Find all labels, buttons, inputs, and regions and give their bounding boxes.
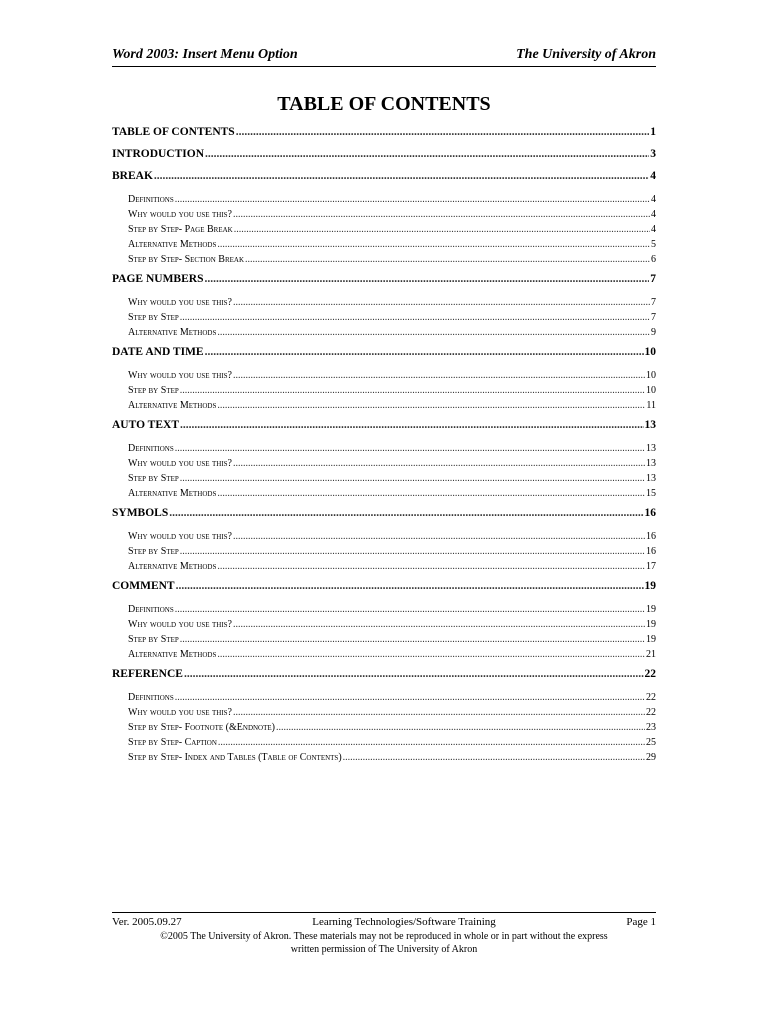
dot-leader (176, 578, 644, 594)
toc-entry-page: 4 (650, 170, 656, 182)
toc-subentry-label: Alternative Methods (128, 488, 217, 499)
toc-subentry[interactable] (112, 720, 656, 735)
dot-leader (169, 505, 643, 521)
toc-subentry[interactable] (112, 690, 656, 705)
toc-subentry-label: Why would you use this? (128, 297, 232, 308)
toc-heading: TABLE OF CONTENTS (277, 93, 491, 115)
dot-leader (217, 647, 645, 662)
toc-entry[interactable] (112, 417, 656, 439)
dot-leader (175, 192, 650, 207)
toc-subentry-label: Definitions (128, 692, 174, 703)
dot-leader (154, 168, 649, 184)
toc-entry[interactable] (112, 344, 656, 366)
toc-subentry-page: 4 (651, 194, 656, 205)
dot-leader (180, 471, 645, 486)
toc-subentry-label: Alternative Methods (128, 561, 217, 572)
dot-leader (180, 383, 645, 398)
toc-subentry-page: 19 (646, 634, 656, 645)
toc-subentry[interactable] (112, 529, 656, 544)
toc-subentry-page: 5 (651, 239, 656, 250)
toc-subentry-label: Step by Step- Page Break (128, 224, 233, 235)
toc-subentry-label: Why would you use this? (128, 707, 232, 718)
toc-subentry-label: Step by Step (128, 546, 179, 557)
toc-subentry[interactable] (112, 544, 656, 559)
toc-entry-page: 16 (644, 507, 656, 519)
toc-subentry-page: 10 (646, 385, 656, 396)
dot-leader (205, 146, 649, 162)
toc-subentry[interactable] (112, 207, 656, 222)
toc-subentry[interactable] (112, 617, 656, 632)
toc-subentry-page: 10 (646, 370, 656, 381)
toc-subentry[interactable] (112, 398, 656, 413)
toc-subentry-page: 11 (646, 400, 656, 411)
dot-leader (233, 705, 645, 720)
dot-leader (175, 441, 645, 456)
dot-leader (217, 486, 645, 501)
toc-subentry-label: Step by Step (128, 385, 179, 396)
copyright-line-1: ©2005 The University of Akron. These materials may not be reproduced in whole or in part without the express (160, 931, 608, 942)
footer-version: Ver. 2005.09.27 (112, 916, 182, 928)
toc-subentry[interactable] (112, 237, 656, 252)
footer-page-number: Page 1 (626, 916, 656, 928)
dot-leader (184, 666, 644, 682)
dot-leader (217, 237, 650, 252)
dot-leader (217, 398, 645, 413)
toc-subentry-page: 21 (646, 649, 656, 660)
toc-subentry-page: 19 (646, 604, 656, 615)
toc-subentry[interactable] (112, 750, 656, 765)
toc-subentry-page: 16 (646, 546, 656, 557)
toc-subentry[interactable] (112, 559, 656, 574)
toc-subentry-page: 13 (646, 458, 656, 469)
toc-subentry-label: Why would you use this? (128, 370, 232, 381)
toc-entry[interactable] (112, 146, 656, 168)
toc-subentry[interactable] (112, 325, 656, 340)
dot-leader (233, 456, 645, 471)
toc-subentry-label: Alternative Methods (128, 327, 217, 338)
copyright-line-2: written permission of The University of Akron (290, 944, 478, 955)
dot-leader (218, 735, 645, 750)
toc-entry-label: REFERENCE (112, 668, 183, 680)
toc-subentry-page: 9 (651, 327, 656, 338)
toc-subentry-label: Alternative Methods (128, 649, 217, 660)
dot-leader (180, 544, 645, 559)
toc-subentry-page: 4 (651, 209, 656, 220)
toc-subentry-label: Why would you use this? (128, 531, 232, 542)
dot-leader (175, 602, 645, 617)
footer-department: Learning Technologies/Software Training (312, 916, 496, 928)
dot-leader (204, 271, 649, 287)
toc-subentry-label: Why would you use this? (128, 458, 232, 469)
toc-subentry-page: 13 (646, 473, 656, 484)
dot-leader (180, 310, 650, 325)
toc-entry-label: AUTO TEXT (112, 419, 180, 431)
toc-subentry-page: 22 (646, 707, 656, 718)
toc-entry-page: 13 (644, 419, 656, 431)
toc-subentry[interactable] (112, 486, 656, 501)
toc-subentry-page: 22 (646, 692, 656, 703)
toc-subentry-page: 29 (646, 752, 656, 763)
toc-subentry-page: 7 (651, 297, 656, 308)
table-of-contents (112, 124, 656, 769)
dot-leader (236, 124, 650, 140)
dot-leader (180, 632, 645, 647)
page-header (112, 47, 656, 67)
toc-entry-page: 10 (644, 346, 656, 358)
toc-subentry[interactable] (112, 705, 656, 720)
toc-entry[interactable] (112, 168, 656, 190)
toc-entry-page: 7 (650, 273, 656, 285)
toc-subentry[interactable] (112, 222, 656, 237)
toc-entry-page: 19 (644, 580, 656, 592)
toc-subentry-page: 13 (646, 443, 656, 454)
toc-subentry-label: Step by Step- Index and Tables (Table of Contents) (128, 752, 342, 763)
toc-subentry-label: Step by Step- Footnote (&Endnote) (128, 722, 275, 733)
toc-subentry[interactable] (112, 383, 656, 398)
dot-leader (205, 344, 644, 360)
toc-subentry-page: 7 (651, 312, 656, 323)
toc-subentry[interactable] (112, 295, 656, 310)
toc-subentry-page: 16 (646, 531, 656, 542)
dot-leader (343, 750, 645, 765)
toc-subentry[interactable] (112, 310, 656, 325)
toc-subentry-page: 4 (651, 224, 656, 235)
toc-group-spacer (112, 765, 656, 769)
toc-subentry-page: 19 (646, 619, 656, 630)
toc-subentry[interactable] (112, 252, 656, 267)
page-footer (112, 912, 656, 956)
toc-subentry-label: Alternative Methods (128, 400, 217, 411)
toc-entry-page: 22 (644, 668, 656, 680)
toc-entry[interactable] (112, 666, 656, 688)
footer-copyright (112, 930, 656, 956)
toc-subentry[interactable] (112, 735, 656, 750)
toc-subentry[interactable] (112, 441, 656, 456)
toc-subentry[interactable] (112, 192, 656, 207)
dot-leader (233, 617, 645, 632)
toc-subentry-label: Alternative Methods (128, 239, 217, 250)
toc-entry[interactable] (112, 124, 656, 146)
dot-leader (175, 690, 645, 705)
toc-entry[interactable] (112, 578, 656, 600)
dot-leader (233, 207, 650, 222)
toc-subentry-label: Step by Step (128, 634, 179, 645)
toc-entry-label: BREAK (112, 170, 153, 182)
toc-subentry[interactable] (112, 647, 656, 662)
dot-leader (234, 222, 650, 237)
toc-subentry-label: Step by Step- Section Break (128, 254, 245, 265)
toc-entry-label: PAGE NUMBERS (112, 273, 204, 285)
toc-subentry-page: 15 (646, 488, 656, 499)
toc-subentry-label: Why would you use this? (128, 619, 232, 630)
dot-leader (233, 295, 650, 310)
dot-leader (233, 529, 645, 544)
dot-leader (180, 417, 643, 433)
toc-entry-label: INTRODUCTION (112, 148, 205, 160)
toc-entry[interactable] (112, 271, 656, 293)
toc-subentry-page: 6 (651, 254, 656, 265)
toc-subentry-label: Step by Step (128, 473, 179, 484)
toc-subentry[interactable] (112, 632, 656, 647)
toc-subentry-label: Step by Step (128, 312, 179, 323)
toc-subentry-label: Definitions (128, 443, 174, 454)
dot-leader (233, 368, 645, 383)
toc-entry-page: 1 (650, 126, 656, 138)
toc-entry-label: TABLE OF CONTENTS (112, 126, 235, 138)
toc-subentry[interactable] (112, 368, 656, 383)
toc-entry-label: DATE AND TIME (112, 346, 204, 358)
dot-leader (245, 252, 650, 267)
toc-entry-label: COMMENT (112, 580, 175, 592)
toc-subentry-label: Why would you use this? (128, 209, 232, 220)
dot-leader (217, 325, 650, 340)
toc-subentry[interactable] (112, 602, 656, 617)
dot-leader (217, 559, 645, 574)
toc-entry[interactable] (112, 505, 656, 527)
toc-subentry-page: 23 (646, 722, 656, 733)
toc-subentry-label: Definitions (128, 604, 174, 615)
toc-subentry-page: 25 (646, 737, 656, 748)
header-document-title: Word 2003: Insert Menu Option (112, 47, 298, 62)
toc-subentry-label: Step by Step- Caption (128, 737, 217, 748)
toc-subentry[interactable] (112, 471, 656, 486)
toc-entry-label: SYMBOLS (112, 507, 169, 519)
dot-leader (276, 720, 645, 735)
toc-subentry-page: 17 (646, 561, 656, 572)
toc-entry-page: 3 (650, 148, 656, 160)
header-organization: The University of Akron (516, 47, 656, 62)
toc-subentry[interactable] (112, 456, 656, 471)
toc-subentry-label: Definitions (128, 194, 174, 205)
